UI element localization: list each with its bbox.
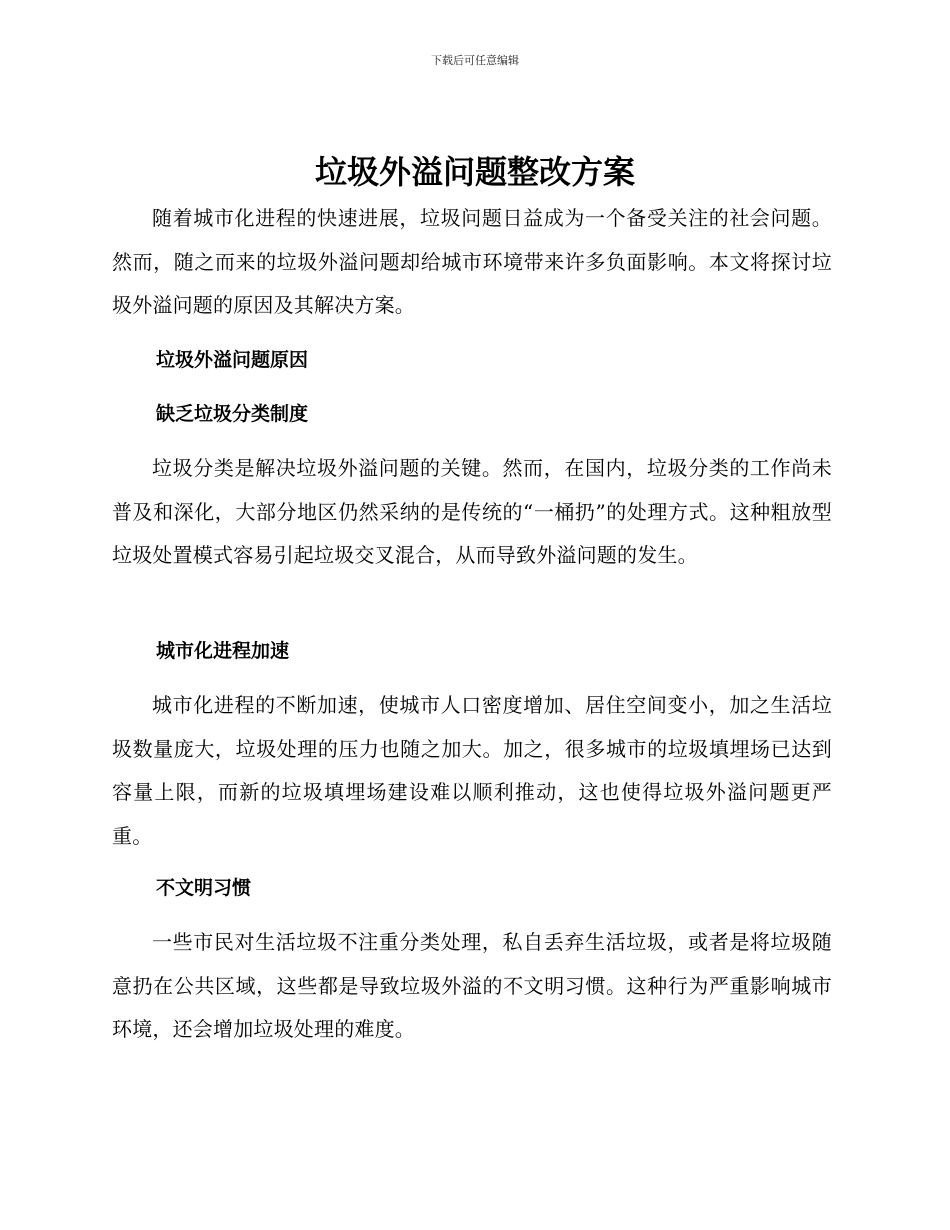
intro-paragraph: 随着城市化进程的快速进展，垃圾问题日益成为一个备受关注的社会问题。然而，随之而来的垃圾外溢问题却给城市环境带来许多负面影响。本文将探讨垃圾外溢问题的原因及其解决方案。 bbox=[112, 206, 832, 317]
subsection-heading-urbanization: 城市化进程加速 bbox=[156, 640, 290, 662]
header-note: 下载后可任意编辑 bbox=[431, 54, 519, 67]
paragraph-habits: 一些市民对生活垃圾不注重分类处理，私自丢弃生活垃圾，或者是将垃圾随意扔在公共区域，这些都是导致垃圾外溢的不文明习惯。这种行为严重影响城市环境，还会增加垃圾处理的难度。 bbox=[112, 930, 832, 1041]
subsection-heading-habits: 不文明习惯 bbox=[156, 877, 252, 899]
subsection-heading-classification: 缺乏垃圾分类制度 bbox=[156, 403, 309, 425]
section-heading-causes: 垃圾外溢问题原因 bbox=[156, 349, 309, 371]
paragraph-urbanization: 城市化进程的不断加速，使城市人口密度增加、居住空间变小，加之生活垃圾数量庞大，垃圾处理的压力也随之加大。加之，很多城市的垃圾填埋场已达到容量上限，而新的垃圾填埋场建设难以顺利推动，这也使得垃圾外溢问题更严重。 bbox=[112, 693, 832, 848]
document-title: 垃圾外溢问题整改方案 bbox=[314, 153, 635, 191]
paragraph-classification: 垃圾分类是解决垃圾外溢问题的关键。然而，在国内，垃圾分类的工作尚未普及和深化，大部分地区仍然采纳的是传统的“一桶扔”的处理方式。这种粗放型垃圾处置模式容易引起垃圾交叉混合，从而导致外溢问题的发生。 bbox=[112, 456, 832, 567]
